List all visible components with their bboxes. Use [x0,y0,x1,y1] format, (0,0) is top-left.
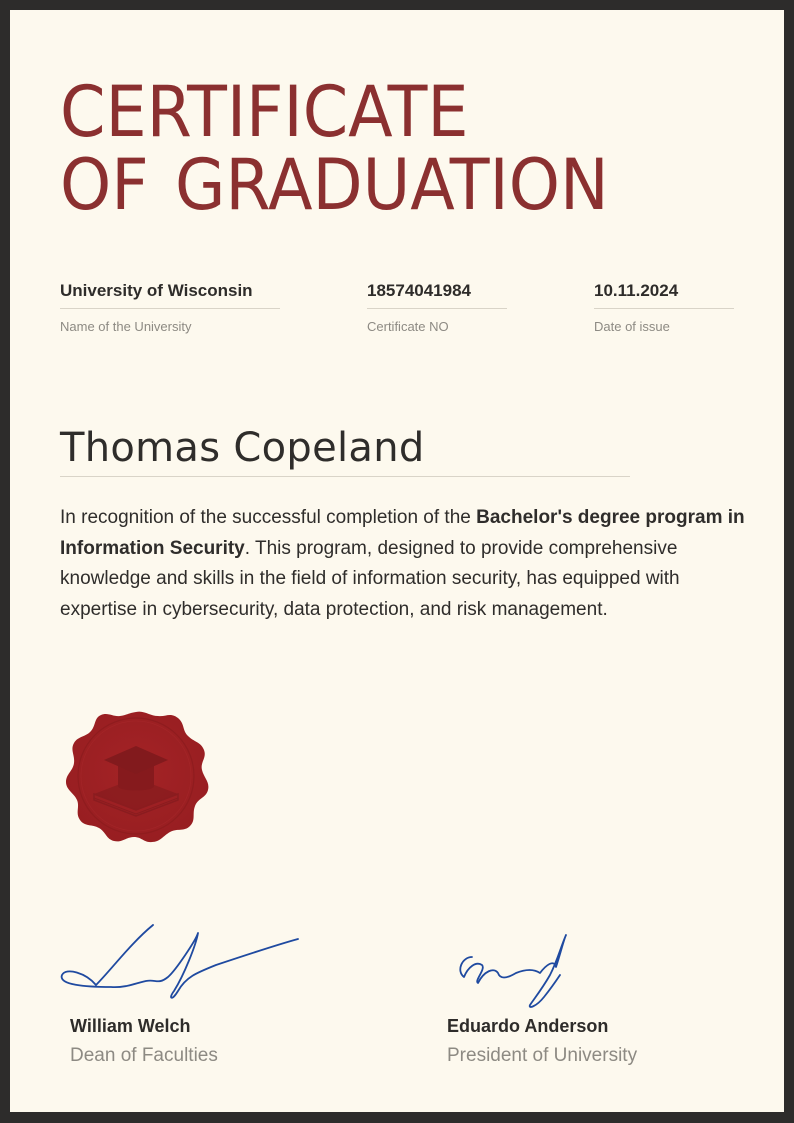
description-intro: In recognition of the successful completion of the [60,507,477,528]
title-line-2: OF GRADUATION [60,144,609,226]
description-rest: . This program, designed to provide comprehensive knowledge and skills in the field of information security, has equipped with expertise in cybersecurity, data protection, and risk management. [60,537,680,620]
program-name: Bachelor's degree program in Information Security [60,507,745,559]
president-name: Eduardo Anderson [447,1016,609,1036]
dean-name: William Welch [70,1016,191,1036]
president-role: President of University [447,1045,638,1066]
certificate-page [10,10,784,1112]
dean-signature [56,915,316,1005]
title-line-1: CERTIFICATE [60,71,469,153]
certificate-description [60,503,750,625]
certificate-number: 18574041984 [367,280,507,309]
issue-date-label: Date of issue [594,319,670,334]
university-label: Name of the University [60,319,192,334]
issue-date: 10.11.2024 [594,280,734,309]
certificate-number-field [367,280,507,334]
wax-seal [58,700,214,850]
president-signature [444,925,704,1015]
university-name: University of Wisconsin [60,280,280,309]
dean-role: Dean of Faculties [70,1045,218,1066]
university-field [60,280,280,334]
certificate-number-label: Certificate NO [367,319,449,334]
signatory-dean [56,915,316,1066]
graduation-cap-on-book-icon [58,700,214,850]
recipient-name: Thomas Copeland [60,422,630,477]
issue-date-field [594,280,734,334]
certificate-title [60,71,609,226]
signatory-president [444,925,704,1066]
